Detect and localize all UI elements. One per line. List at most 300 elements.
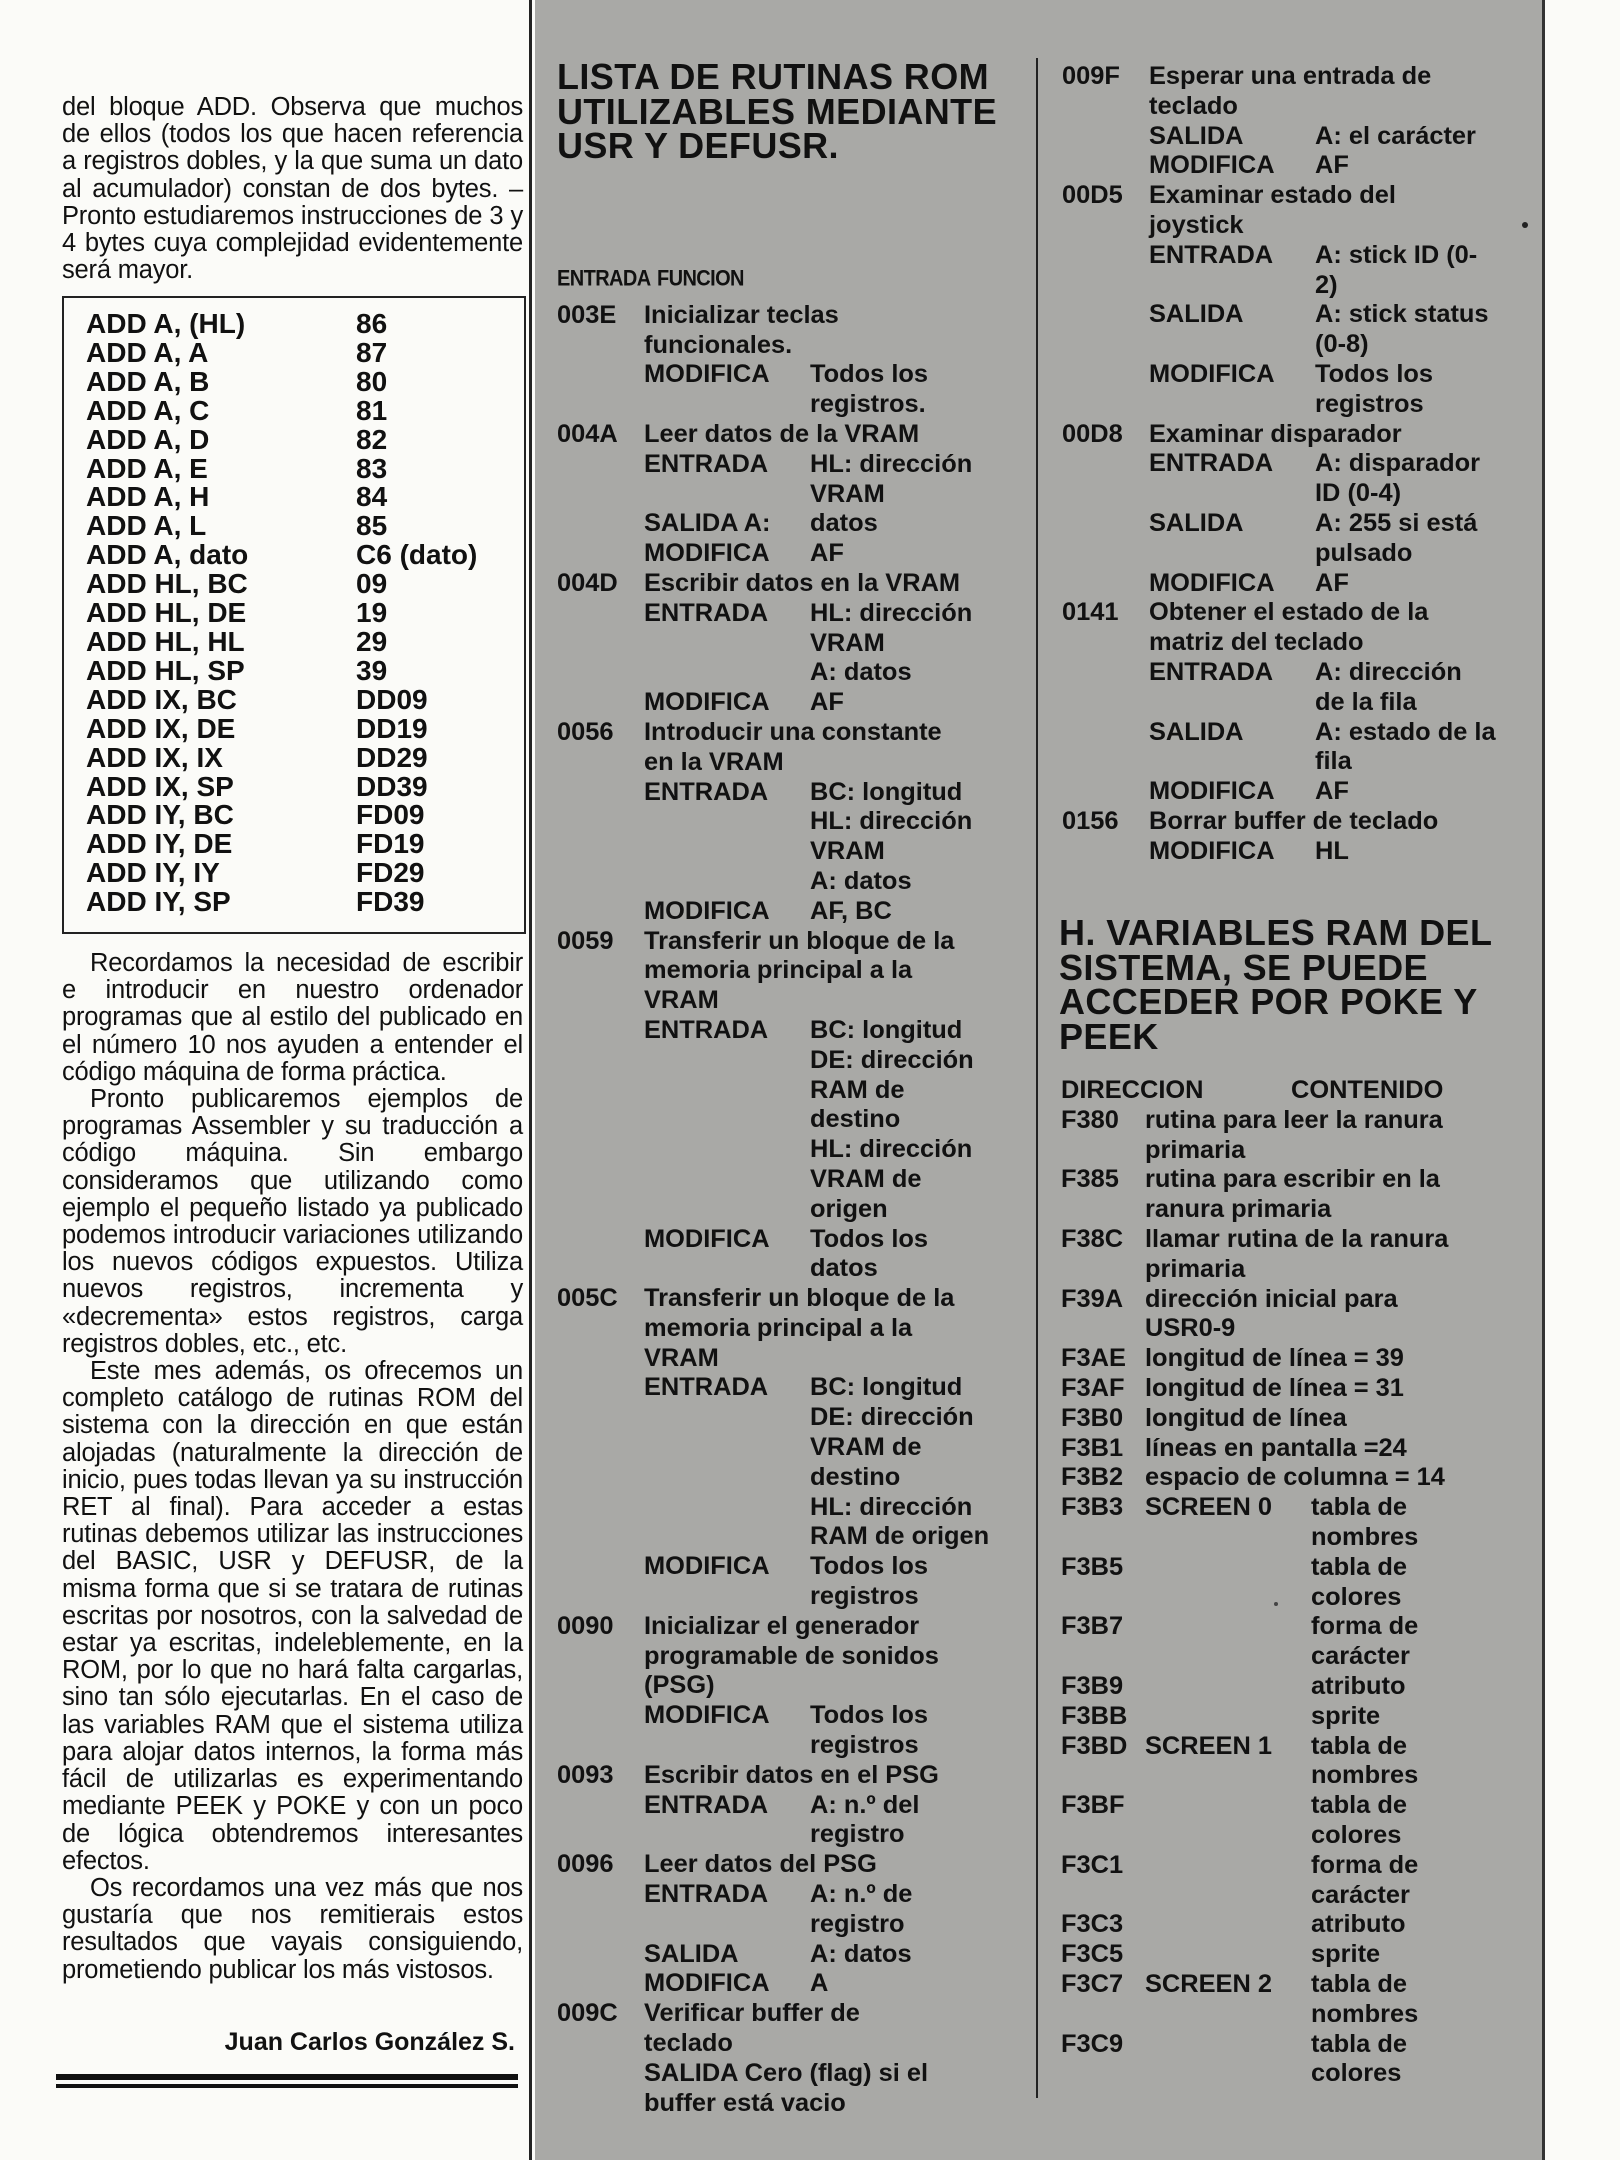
listing-row [1062,688,1496,718]
description: SALIDA Cero (flag) si el [644,2058,929,2087]
address [557,1552,644,1582]
field-value: origen [810,1194,888,1223]
field-value: atributo [1311,1671,1406,1700]
address [1061,1255,1145,1285]
field-value: A: n.º del [810,1790,920,1819]
address: F3BB [1061,1701,1128,1730]
address [1061,1136,1145,1166]
instruction-opcode: 84 [356,481,388,513]
listing-row [557,1642,989,1672]
field-label [644,1910,810,1940]
address [1062,777,1149,807]
listing-row [557,867,989,897]
address [557,331,644,361]
address [557,1493,644,1523]
rom-routines-col1 [557,265,989,2118]
address [1062,92,1149,122]
body-paragraphs [62,950,523,1984]
address: 0156 [1062,806,1119,835]
address [1062,271,1149,301]
field-value: A: disparador [1315,449,1481,478]
address [557,360,644,390]
field-label [1145,1642,1311,1672]
field-label: ENTRADA [644,1373,769,1402]
description: longitud de línea = 39 [1145,1344,1404,1373]
listing-row [1062,479,1496,509]
description: Examinar estado del [1149,181,1396,210]
field-value: A [810,1969,829,1998]
field-label: MODIFICA [1149,568,1275,597]
address [557,1165,644,1195]
instruction-mnemonic: ADD IY, BC [86,799,234,831]
instruction-mnemonic: ADD HL, HL [86,625,245,657]
address [1062,837,1149,867]
instruction-mnemonic: ADD A, (HL) [86,308,246,339]
listing-row [1061,1165,1448,1195]
field-value: destino [810,1105,901,1134]
instruction-opcode: C6 (dato) [356,539,478,571]
field-label [1145,1940,1311,1970]
address [1062,509,1149,539]
address [557,509,644,539]
listing-row [1062,449,1496,479]
field-label [644,1820,810,1850]
field-value: tabla de [1311,1493,1407,1522]
listing-row [557,1225,989,1255]
field-label [644,480,810,510]
instruction-opcode: 82 [356,423,388,455]
field-value: registro [810,1909,905,1938]
field-label [644,1105,810,1135]
address [1062,211,1149,241]
address [557,1791,644,1821]
field-value: carácter [1311,1642,1410,1671]
listing-row [1061,1106,1448,1136]
listing-row [1062,539,1496,569]
address [557,1373,644,1403]
page-margin [1542,0,1620,2160]
field-label [1145,1851,1311,1881]
listing-row [1062,330,1496,360]
listing-row [557,1254,989,1284]
address: 0056 [557,717,614,746]
address [557,450,644,480]
address: 00D5 [1062,181,1123,210]
field-value: A: dirección [1315,657,1462,686]
intro-paragraph [62,94,523,284]
field-value: VRAM [810,628,885,657]
listing-row [557,1731,989,1761]
field-label: MODIFICA [1149,777,1275,806]
field-label: ENTRADA [1149,449,1274,478]
listing-row [1061,1493,1448,1523]
address [1061,1881,1145,1911]
listing-row [557,1403,989,1433]
address: F3B2 [1061,1463,1124,1492]
address [557,1642,644,1672]
description: Escribir datos en el PSG [644,1760,939,1789]
field-value: registros [810,1582,919,1611]
address [557,897,644,927]
field-label: SALIDA [1149,508,1244,537]
listing-row [1062,718,1496,748]
address: 009C [557,1999,618,2028]
listing-row [557,1671,989,1701]
address [557,539,644,569]
listing-row [557,629,989,659]
field-label: MODIFICA [644,1224,770,1253]
address [1061,1642,1145,1672]
address [557,1731,644,1761]
listing-row [1061,1285,1448,1315]
field-label [644,1522,810,1552]
field-label: SALIDA [1149,121,1244,150]
listing-row [557,1940,989,1970]
contenido-header: CONTENIDO [1291,1076,1444,1104]
address: 0141 [1062,598,1119,627]
description: (PSG) [644,1671,715,1700]
paragraph: Pronto publicaremos ejemplos de programas Assembler y su traducción a código máquina. Sin embargo consideramos que utilizando como ejemplo el pequeño listado ya publicado podemos introducir variaciones utilizando los nuevos códigos expuestos. Utiliza nuevos registros, incrementa y «decrementa» estos registros, carga registros dobles, etc., etc. [62,1085,523,1358]
listing-row [557,718,989,748]
field-value: tabla de [1311,1969,1407,1998]
field-value: pulsado [1315,538,1413,567]
field-value: Todos los [810,1224,929,1253]
address [557,778,644,808]
field-value: A: n.º de [810,1880,913,1909]
address [1062,628,1149,658]
description: teclado [1149,91,1238,120]
bullet-dot [1522,222,1528,228]
field-value: AF [810,539,844,568]
instruction-opcode: 19 [356,597,388,629]
listing-row [1061,1136,1448,1166]
listing-row [1061,1404,1448,1434]
funcion-header: FUNCION [657,266,744,292]
listing-row [557,390,989,420]
field-value: sprite [1311,1940,1381,1969]
instruction-opcode: FD09 [356,799,425,831]
address: F3AF [1061,1373,1125,1402]
instruction-mnemonic: ADD IY, IY [86,857,220,889]
field-value: tabla de [1311,1552,1407,1581]
field-label: MODIFICA [1149,359,1275,388]
field-value: colores [1311,2059,1402,2088]
description: longitud de línea = 31 [1145,1373,1404,1402]
instruction-row [86,512,524,541]
address [557,807,644,837]
description: Transferir un bloque de la [644,1284,955,1313]
field-value: datos [810,1254,878,1283]
listing-row [1062,837,1496,867]
listing-row [1061,1553,1448,1583]
listing-row [557,1850,989,1880]
description: primaria [1145,1254,1246,1283]
listing-row [557,1582,989,1612]
field-value: AF [1315,777,1349,806]
ram-variables-title: H. VARIABLES RAM DEL SISTEMA, SE PUEDE ACCEDER POR POKE Y PEEK [1059,912,1492,1057]
description: Examinar disparador [1149,419,1402,448]
paragraph: Este mes además, os ofrecemos un completo catálogo de rutinas ROM del sistema con la dirección en que están alojadas (naturalmente la dirección de inicio, pues todas llevan ya su instrucción RET al final). Para acceder a estas rutinas debemos utilizar las instrucciones del BASIC, USR y DEFUSR, de la misma forma que si se tratara de rutinas escritas por nosotros, con la salvedad de estar ya escritas, indeleblemente, en la ROM, por lo que no hará falta cargarlas, sino tan sólo ejecutarlas. En el caso de las variables RAM que el sistema utiliza para alojar datos internos, la forma más fácil de utilizarlas es experimentando mediante PEEK y POKE y con un poco de lógica obtendremos interesantes efectos. [62,1357,523,1875]
listing-row [557,599,989,629]
description: joystick [1149,210,1244,239]
address [557,1880,644,1910]
listing-row [1061,2030,1448,2060]
instruction-row [86,452,524,484]
field-label [1149,271,1315,301]
field-label: ENTRADA [1149,240,1274,269]
listing-row [557,1105,989,1135]
instruction-row [86,712,524,744]
listing-row [557,1046,989,1076]
address: F3BD [1061,1731,1128,1760]
instruction-mnemonic: ADD A, H [86,481,210,513]
listing-row [1061,1702,1448,1732]
address: 0059 [557,926,614,955]
instruction-mnemonic: ADD IX, IX [86,741,223,773]
address [557,837,644,867]
listing-row [1061,1314,1448,1344]
address [557,867,644,897]
address [557,1254,644,1284]
address: 00D8 [1062,419,1123,448]
listing-row [1062,777,1496,807]
listing-row [1061,1583,1448,1613]
instruction-mnemonic: ADD HL, BC [86,568,248,600]
address [1062,479,1149,509]
listing-row [1062,598,1496,628]
address [557,2089,644,2119]
field-label [1149,479,1315,509]
field-value: HL: dirección [810,1135,973,1164]
address: F3C5 [1061,1940,1124,1969]
field-value: AF [1315,151,1349,180]
description: matriz del teclado [1149,628,1364,657]
address: F3C7 [1061,1969,1124,1998]
address: F3B7 [1061,1612,1124,1641]
paragraph: Recordamos la necesidad de escribir e introducir en nuestro ordenador programas que al estilo del publicado en el número 10 nos ayuden a entender el código máquina de forma práctica. [62,949,523,1086]
address [1061,2000,1145,2030]
instruction-mnemonic: ADD IY, DE [86,828,233,860]
field-label [644,1493,810,1523]
address: 004A [557,419,618,448]
description: USR0-9 [1145,1314,1236,1343]
description: ranura primaria [1145,1195,1332,1224]
listing-row [1061,1463,1448,1493]
field-label: MODIFICA [1149,836,1275,865]
description: rutina para escribir en la [1145,1165,1440,1194]
address [1062,449,1149,479]
field-label [644,390,810,420]
instruction-opcode: 85 [356,510,388,542]
field-value: A: stick status [1315,300,1489,329]
instruction-mnemonic: ADD IX, BC [86,683,237,715]
address [557,986,644,1016]
field-value: fila [1315,747,1352,776]
field-value: RAM de origen [810,1522,990,1551]
instruction-mnemonic: ADD A, C [86,394,210,426]
field-value: colores [1311,1820,1402,1849]
instruction-row [86,625,524,657]
field-label [644,867,810,897]
instruction-row [86,336,524,368]
field-label: SCREEN 2 [1145,1969,1272,1998]
instruction-row [86,683,524,715]
field-label [644,658,810,688]
address [1061,2059,1145,2089]
listing-row [557,1433,989,1463]
instruction-row [86,423,524,455]
listing-row [1061,1642,1448,1672]
field-value: carácter [1311,1880,1410,1909]
instruction-row [86,541,524,570]
field-value: forma de [1311,1612,1419,1641]
listing-row [1062,62,1496,92]
listing-row [557,1612,989,1642]
field-label [1149,688,1315,718]
listing-row [1062,181,1496,211]
instruction-mnemonic: ADD HL, DE [86,597,247,629]
listing-row [1062,628,1496,658]
field-label [644,1463,810,1493]
instruction-row [86,741,524,773]
field-value: BC: longitud [810,1015,963,1044]
field-value: ID (0-4) [1315,479,1402,508]
field-value: tabla de [1311,2029,1407,2058]
field-label: MODIFICA [644,1701,770,1730]
listing-row [557,1761,989,1791]
field-value: destino [810,1462,901,1491]
field-label [644,837,810,867]
field-label [644,1254,810,1284]
listing-row [1061,1612,1448,1642]
listing-row [1062,658,1496,688]
field-value: BC: longitud [810,1373,963,1402]
instruction-row [86,570,524,599]
field-label [644,1403,810,1433]
address [557,1016,644,1046]
listing-row [557,2029,989,2059]
instruction-opcode: DD19 [356,712,428,744]
paragraph: Os recordamos una vez más que nos gustaría que nos remitierais estos resultados que vayais consiguiendo, prometiendo publicar los más vistosos. [62,1873,523,1984]
instruction-opcode: 83 [356,452,388,484]
field-label: MODIFICA [1149,151,1275,180]
description: Introducir una constante [644,717,942,746]
field-label: ENTRADA [644,449,769,478]
address [1062,658,1149,688]
description: Obtener el estado de la [1149,598,1429,627]
address [557,1105,644,1135]
address: F3AE [1061,1344,1126,1373]
listing-row [1061,1195,1448,1225]
field-label [1145,2000,1311,2030]
description: Escribir datos en la VRAM [644,568,961,597]
instruction-opcode: FD39 [356,886,425,918]
instruction-opcode: DD29 [356,741,428,773]
field-label [1149,330,1315,360]
field-label [644,1165,810,1195]
field-value: A: stick ID (0- [1315,240,1478,269]
address: F38C [1061,1224,1124,1253]
listing-row [1062,92,1496,122]
field-value: A: 255 si está [1315,508,1478,537]
address [1061,1583,1145,1613]
listing-row [557,331,989,361]
address: 0096 [557,1850,614,1879]
listing-row [557,927,989,957]
listing-row [557,1493,989,1523]
listing-row [1062,747,1496,777]
address [557,1433,644,1463]
listing-row [557,1999,989,2029]
description: memoria principal a la [644,956,913,985]
address [1062,539,1149,569]
direccion-header: DIRECCION [1061,1076,1204,1104]
field-value: Todos los [810,1701,929,1730]
address [557,1195,644,1225]
address [557,1314,644,1344]
instruction-opcode: FD29 [356,857,425,889]
address: F3B5 [1061,1552,1124,1581]
address: F3C3 [1061,1910,1124,1939]
field-label [1145,1791,1311,1821]
field-label [644,1046,810,1076]
listing-row [1062,300,1496,330]
listing-row [1061,1851,1448,1881]
field-value: VRAM [810,837,885,866]
address: F380 [1061,1105,1119,1134]
address: 0090 [557,1611,614,1640]
field-value: A: el carácter [1315,121,1476,150]
address [1062,330,1149,360]
address [557,658,644,688]
address [1061,1195,1145,1225]
listing-row [1061,2059,1448,2089]
address [1062,300,1149,330]
left-column [0,0,532,2160]
listing-row [1062,420,1496,450]
address [557,956,644,986]
field-label [644,629,810,659]
field-value: nombres [1311,1761,1419,1790]
listing-row [1061,1821,1448,1851]
listing-row [557,1373,989,1403]
listing-row [1061,1344,1448,1374]
description: Esperar una entrada de [1149,62,1432,90]
entrada-header: ENTRADA [557,266,651,292]
listing-row [1062,360,1496,390]
field-value: AF [1315,568,1349,597]
listing-row [557,2059,989,2089]
listing-row [1061,1940,1448,1970]
listing-row [557,1076,989,1106]
description: dirección inicial para [1145,1284,1398,1313]
field-value: registro [810,1820,905,1849]
instruction-mnemonic: ADD IY, SP [86,886,231,918]
address [557,599,644,629]
address [1062,688,1149,718]
instruction-row [86,599,524,628]
listing-row [1061,1672,1448,1702]
field-label [644,1076,810,1106]
field-label [1145,1910,1311,1940]
listing-row [1061,1225,1448,1255]
field-value: nombres [1311,1999,1419,2028]
listing-row [1061,1434,1448,1464]
field-label: ENTRADA [644,777,769,806]
listing-row [1061,1523,1448,1553]
address [557,1344,644,1374]
description: VRAM [644,1343,719,1372]
